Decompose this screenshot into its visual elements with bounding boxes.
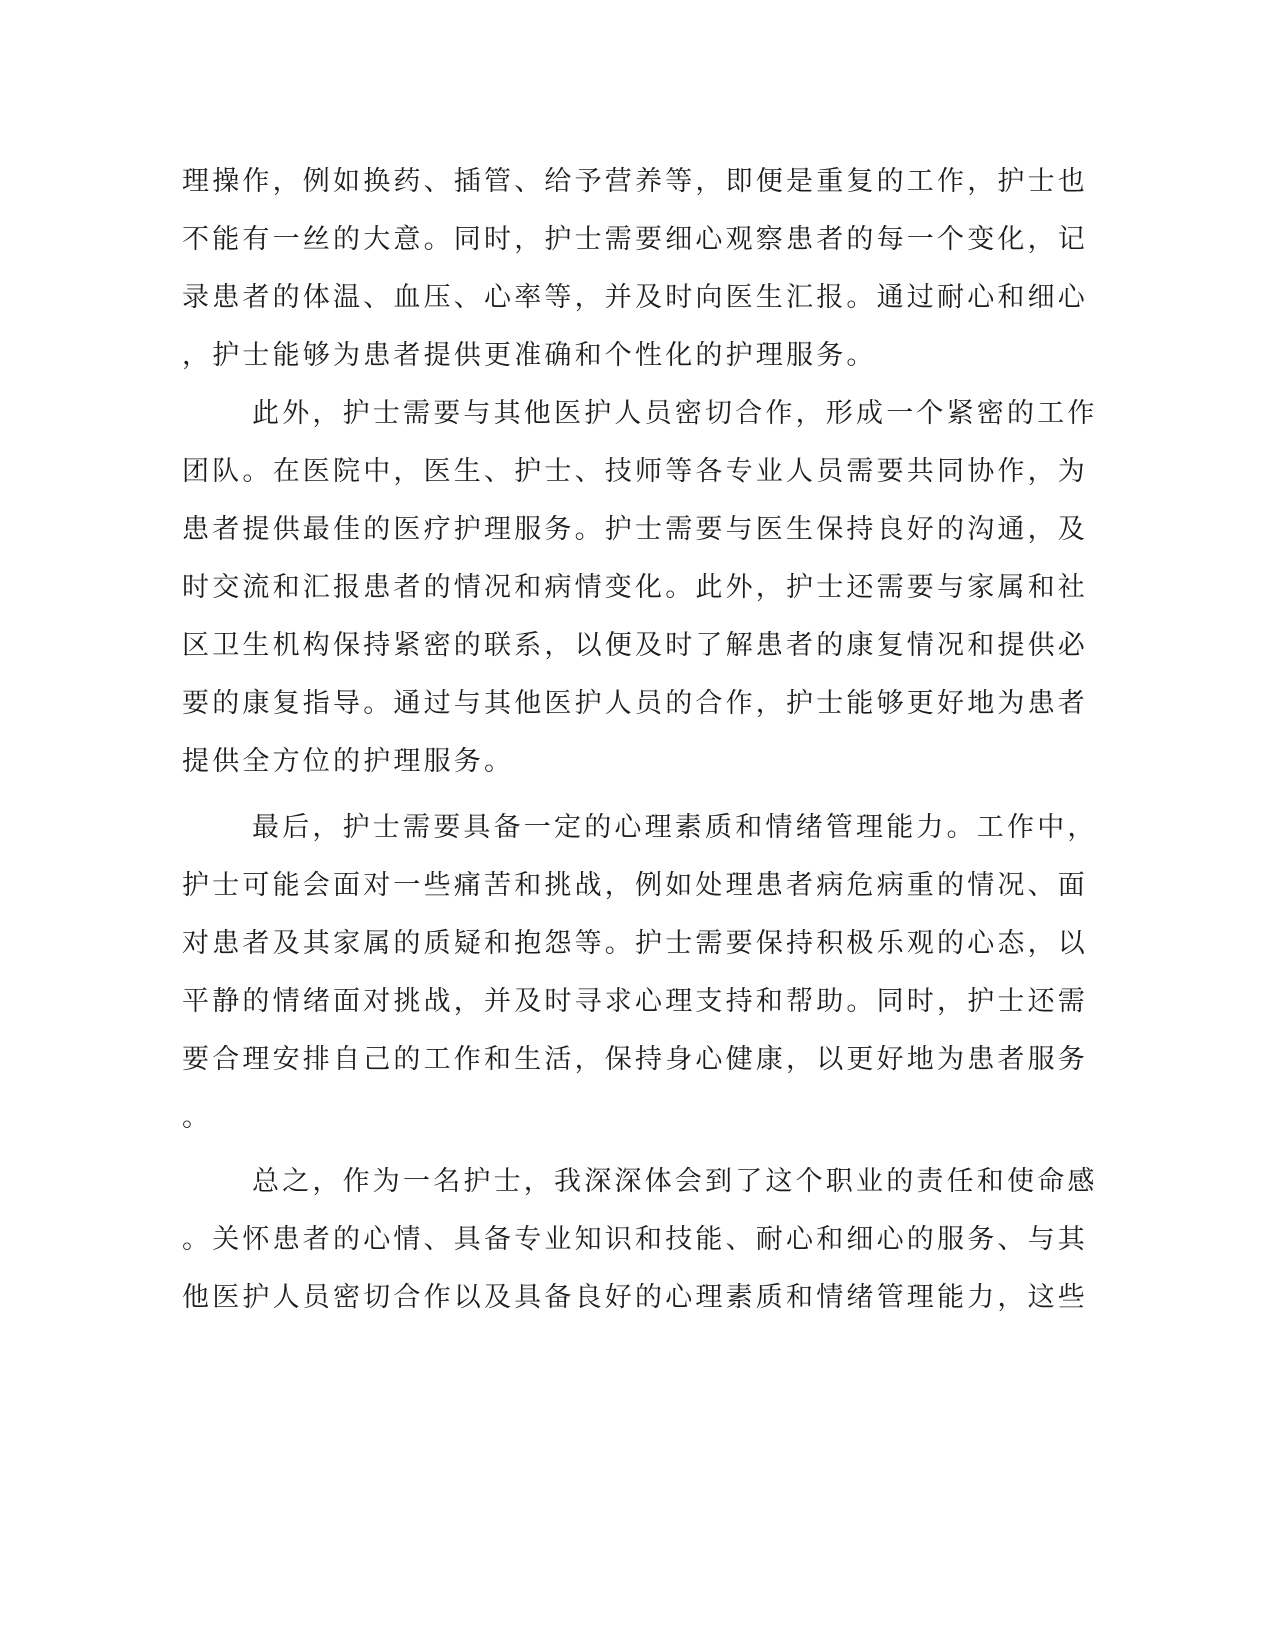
text-line: 总之，作为一名护士，我深深体会到了这个职业的责任和使命感 xyxy=(252,1166,1098,1197)
text-line: 区卫生机构保持紧密的联系，以便及时了解患者的康复情况和提供必 xyxy=(182,630,1088,661)
text-line: 对患者及其家属的质疑和抱怨等。护士需要保持积极乐观的心态，以 xyxy=(182,928,1088,959)
text-line: 不能有一丝的大意。同时，护士需要细心观察患者的每一个变化，记 xyxy=(182,224,1088,255)
text-line: 要合理安排自己的工作和生活，保持身心健康，以更好地为患者服务 xyxy=(182,1044,1088,1075)
text-line: 他医护人员密切合作以及具备良好的心理素质和情绪管理能力，这些 xyxy=(182,1282,1088,1313)
text-line: 团队。在医院中，医生、护士、技师等各专业人员需要共同协作，为 xyxy=(182,456,1088,487)
text-line: ，护士能够为患者提供更准确和个性化的护理服务。 xyxy=(182,340,877,371)
text-line: 。关怀患者的心情、具备专业知识和技能、耐心和细心的服务、与其 xyxy=(182,1224,1088,1255)
text-line: 理操作，例如换药、插管、给予营养等，即便是重复的工作，护士也 xyxy=(182,166,1088,197)
text-line: 。 xyxy=(182,1102,213,1133)
text-line: 平静的情绪面对挑战，并及时寻求心理支持和帮助。同时，护士还需 xyxy=(182,986,1088,1017)
text-line: 患者提供最佳的医疗护理服务。护士需要与医生保持良好的沟通，及 xyxy=(182,514,1088,545)
text-line: 要的康复指导。通过与其他医护人员的合作，护士能够更好地为患者 xyxy=(182,688,1088,719)
text-line: 此外，护士需要与其他医护人员密切合作，形成一个紧密的工作 xyxy=(252,398,1098,429)
text-line: 提供全方位的护理服务。 xyxy=(182,746,515,777)
text-line: 最后，护士需要具备一定的心理素质和情绪管理能力。工作中， xyxy=(252,812,1098,843)
text-line: 护士可能会面对一些痛苦和挑战，例如处理患者病危病重的情况、面 xyxy=(182,870,1088,901)
text-line: 录患者的体温、血压、心率等，并及时向医生汇报。通过耐心和细心 xyxy=(182,282,1088,313)
text-line: 时交流和汇报患者的情况和病情变化。此外，护士还需要与家属和社 xyxy=(182,572,1088,603)
